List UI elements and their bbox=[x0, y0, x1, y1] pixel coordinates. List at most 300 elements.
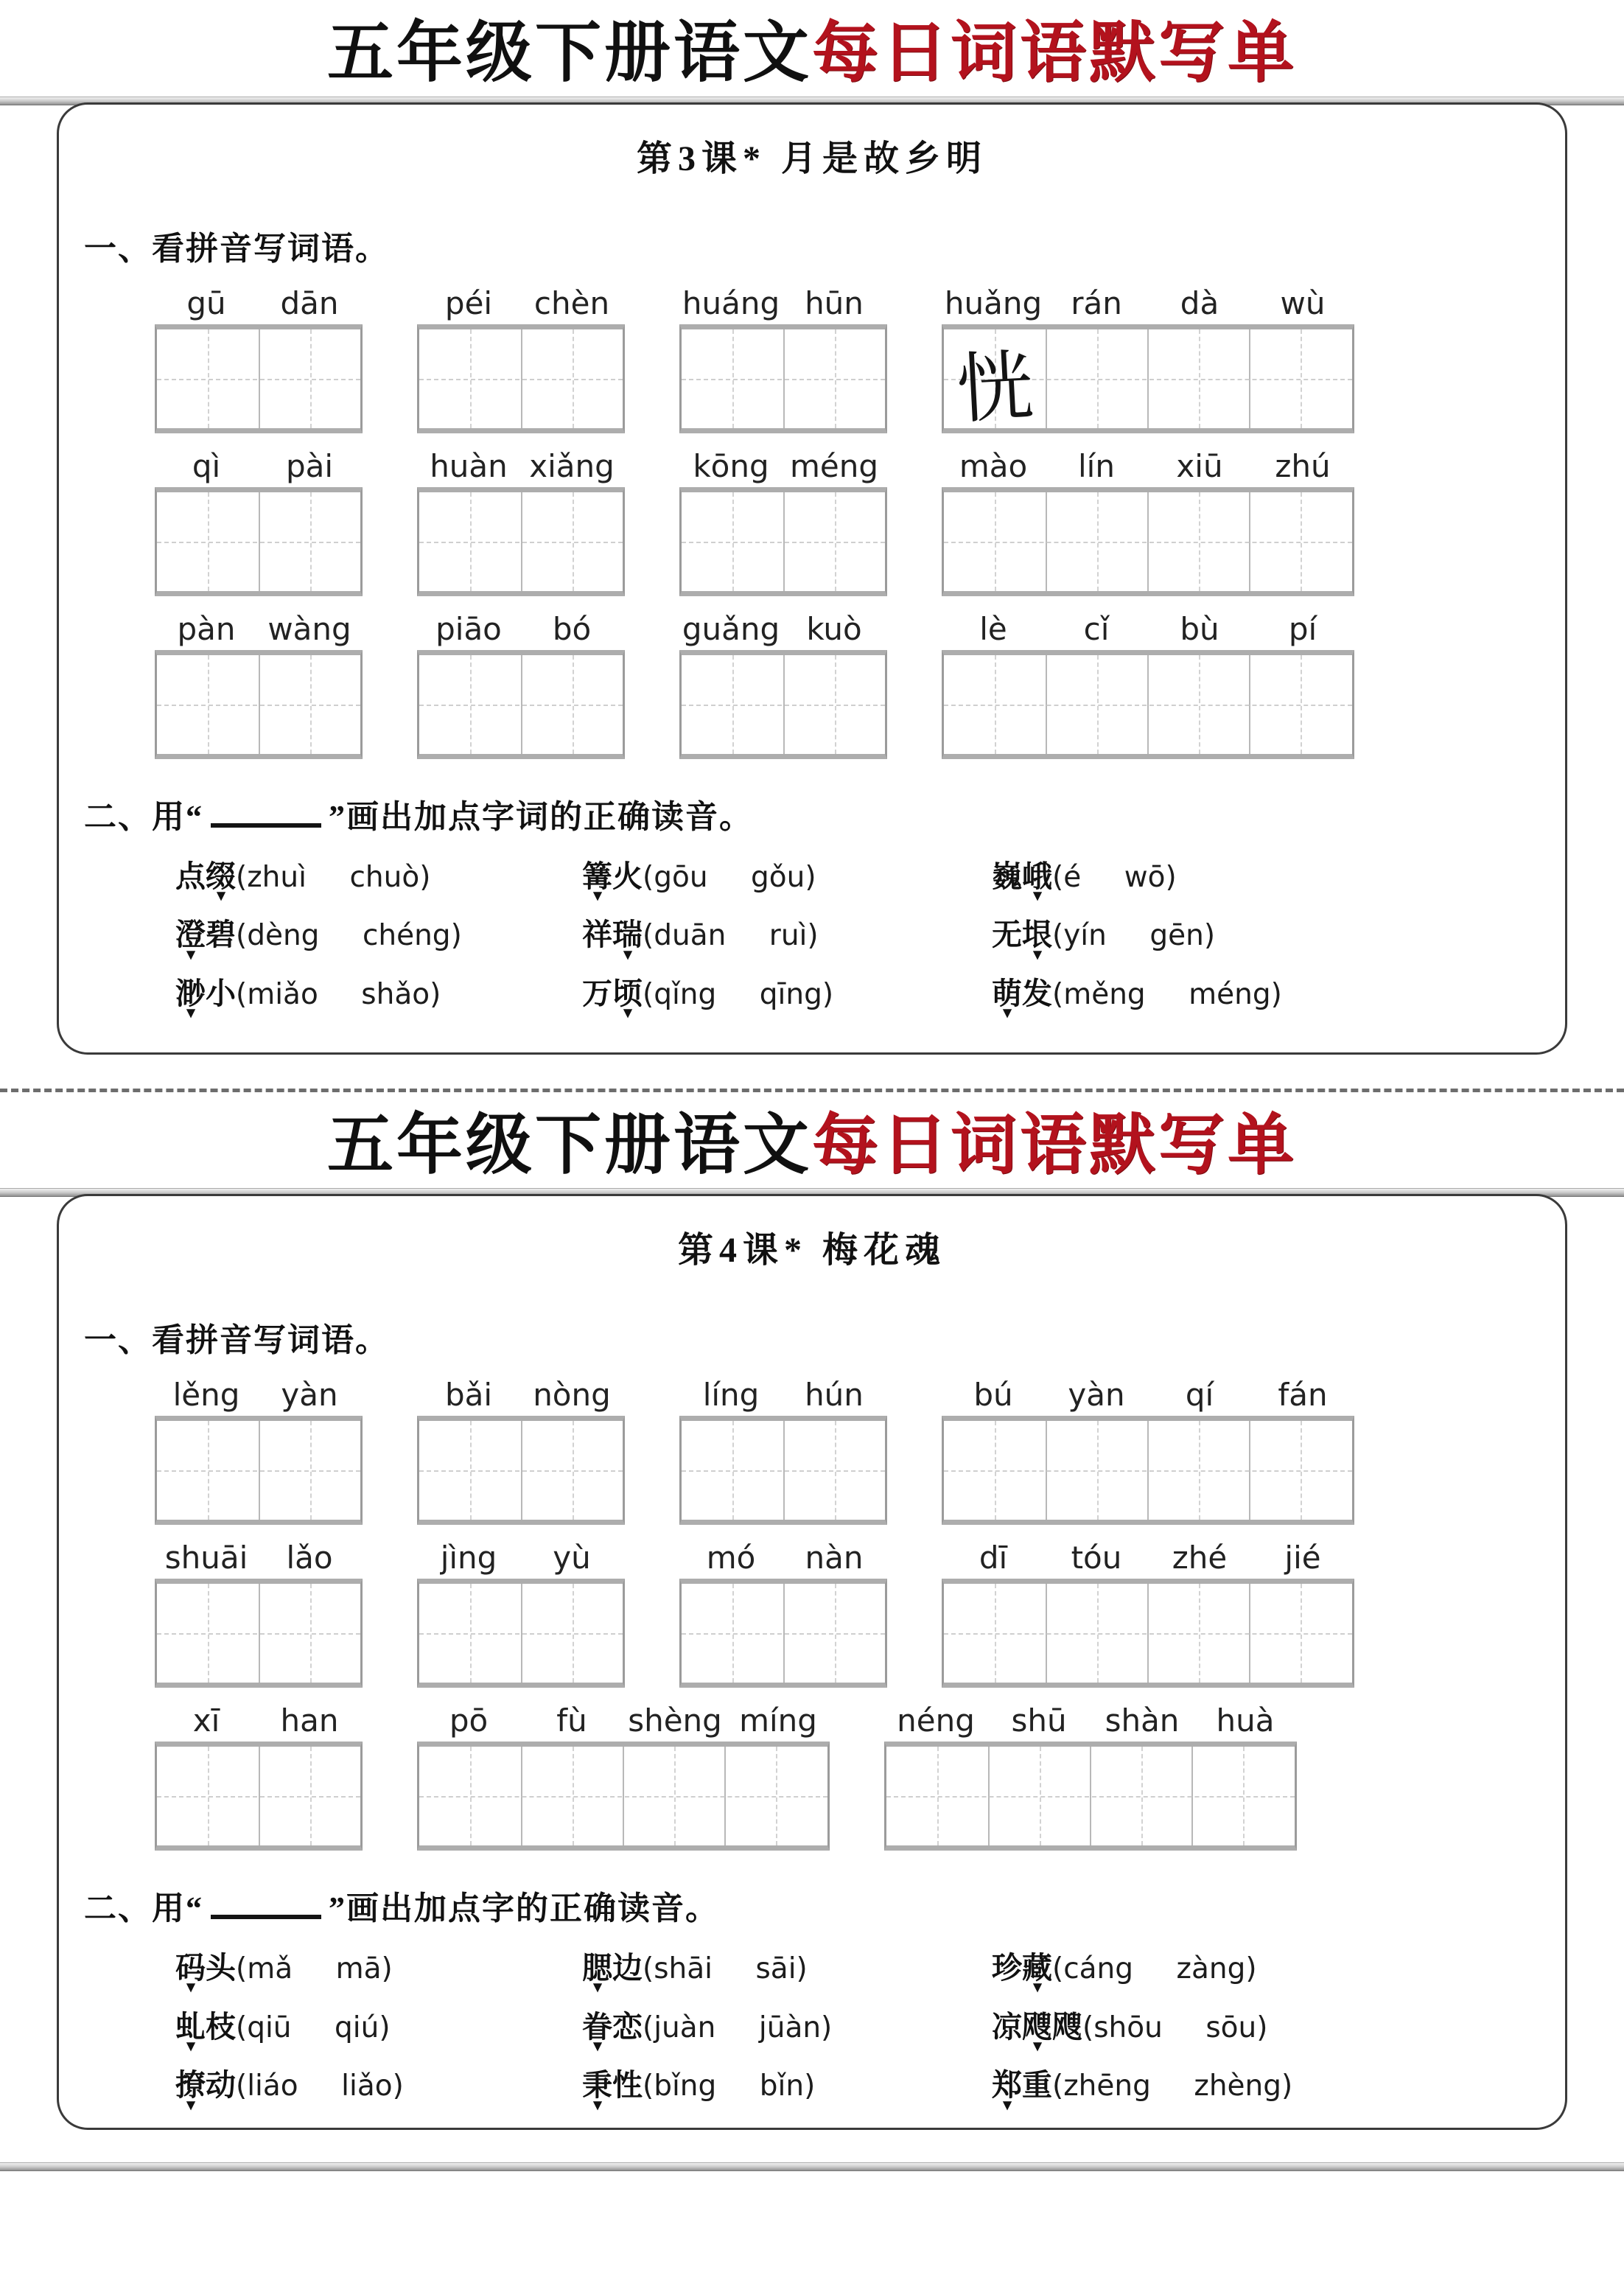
writing-cells bbox=[679, 1579, 887, 1688]
pinyin-grid-area bbox=[81, 285, 1543, 759]
pinyin-syllable: qí bbox=[1185, 1377, 1214, 1413]
pinyin-syllable: mào bbox=[959, 447, 1028, 484]
pinyin-syllable: wù bbox=[1280, 284, 1326, 321]
emphasized-character: 腮 ▾ bbox=[582, 1948, 612, 1988]
pinyin-label-row bbox=[942, 611, 1354, 647]
pinyin-syllable: huǎng bbox=[944, 284, 1043, 321]
word-item bbox=[992, 915, 1543, 956]
bottom-margin bbox=[0, 2171, 1624, 2201]
pinyin-syllable: pàn bbox=[177, 610, 236, 647]
underline-blank bbox=[211, 1907, 321, 1919]
pinyin-syllable: shàn bbox=[1105, 1702, 1180, 1739]
writing-cell[interactable] bbox=[682, 1421, 783, 1520]
pinyin-syllable: fù bbox=[556, 1702, 587, 1739]
writing-cell[interactable] bbox=[521, 1747, 623, 1845]
pronunciation-options[interactable]: (shōu sōu) bbox=[1082, 2011, 1268, 2044]
pronunciation-options[interactable]: (duān ruì) bbox=[643, 919, 819, 953]
word-pronunciation-list bbox=[175, 1948, 1543, 2106]
writing-cells bbox=[942, 1579, 1354, 1688]
pinyin-syllable: néng bbox=[897, 1702, 975, 1739]
pronunciation-options[interactable]: (cáng zàng) bbox=[1052, 1952, 1257, 1985]
pinyin-label-row bbox=[155, 448, 363, 484]
writing-cells bbox=[884, 1742, 1297, 1851]
writing-cell[interactable] bbox=[521, 492, 623, 591]
pinyin-syllable: yàn bbox=[1068, 1377, 1125, 1413]
word-item bbox=[175, 2007, 582, 2048]
writing-cell[interactable] bbox=[988, 1747, 1090, 1845]
writing-cells bbox=[155, 650, 363, 759]
writing-cell[interactable] bbox=[157, 1421, 259, 1520]
writing-cell[interactable] bbox=[419, 329, 521, 428]
pinyin-syllable: lè bbox=[979, 610, 1007, 647]
character: 凉 bbox=[992, 2009, 1022, 2044]
word-group bbox=[155, 285, 363, 433]
pinyin-syllable: lěng bbox=[172, 1377, 240, 1413]
writing-cell[interactable] bbox=[521, 655, 623, 754]
pinyin-syllable: shū bbox=[1011, 1702, 1067, 1739]
pinyin-grid-row bbox=[155, 1377, 1543, 1525]
page-title-red: 每日词语默写单 bbox=[812, 1108, 1297, 1182]
pronunciation-options[interactable]: (liáo liǎo) bbox=[236, 2069, 404, 2103]
pronunciation-options[interactable]: (qǐng qīng) bbox=[643, 977, 834, 1011]
pinyin-syllable: bú bbox=[973, 1377, 1013, 1413]
word-characters bbox=[175, 977, 236, 1010]
word-characters bbox=[992, 2010, 1082, 2044]
word-characters bbox=[582, 1951, 643, 1985]
pinyin-syllable: dà bbox=[1180, 284, 1219, 321]
pinyin-syllable: xiǎng bbox=[529, 447, 615, 484]
word-group bbox=[942, 448, 1354, 596]
pinyin-syllable: méng bbox=[789, 447, 879, 484]
writing-cell[interactable] bbox=[1249, 655, 1351, 754]
pinyin-grid-area bbox=[81, 1377, 1543, 1851]
word-group bbox=[155, 1702, 363, 1851]
word-group bbox=[417, 611, 625, 759]
emphasized-character: 垠 ▾ bbox=[1022, 915, 1052, 955]
pinyin-syllable: wàng bbox=[267, 610, 351, 647]
writing-cell[interactable] bbox=[157, 655, 259, 754]
pinyin-syllable: gū bbox=[186, 284, 226, 321]
character: 祥 bbox=[582, 918, 612, 952]
pinyin-syllable: huàn bbox=[430, 447, 508, 484]
writing-cell[interactable] bbox=[157, 329, 259, 428]
writing-cells bbox=[942, 324, 1354, 433]
section2-pre: 二、用 bbox=[84, 1890, 186, 1927]
pinyin-label-row bbox=[942, 285, 1354, 321]
pronunciation-options[interactable]: (gōu gǒu) bbox=[643, 860, 816, 894]
writing-cell[interactable] bbox=[886, 1747, 988, 1845]
word-group bbox=[679, 1377, 887, 1525]
writing-cell[interactable] bbox=[682, 492, 783, 591]
emphasized-character: 澄 ▾ bbox=[175, 915, 206, 955]
emphasized-character: 秉 ▾ bbox=[582, 2065, 612, 2106]
pinyin-syllable: lǎo bbox=[286, 1540, 333, 1576]
writing-cell[interactable] bbox=[259, 1421, 360, 1520]
pronunciation-options[interactable]: (miǎo shǎo) bbox=[236, 977, 441, 1011]
pinyin-syllable: chèn bbox=[533, 284, 610, 321]
writing-cell[interactable] bbox=[783, 1584, 885, 1683]
pronunciation-options[interactable]: (dèng chéng) bbox=[236, 919, 462, 953]
writing-cell[interactable] bbox=[419, 1747, 521, 1845]
writing-cell[interactable] bbox=[259, 1747, 360, 1845]
underline-blank bbox=[211, 816, 321, 828]
word-item bbox=[175, 856, 582, 898]
word-item bbox=[582, 974, 992, 1015]
writing-cell[interactable] bbox=[1046, 329, 1147, 428]
pinyin-syllable: jié bbox=[1284, 1540, 1321, 1576]
writing-cell[interactable] bbox=[623, 1747, 724, 1845]
writing-cell[interactable] bbox=[1249, 1421, 1351, 1520]
character: 枝 bbox=[206, 2009, 236, 2044]
pinyin-grid-row bbox=[155, 611, 1543, 759]
pinyin-grid-row bbox=[155, 1540, 1543, 1688]
pinyin-label-row bbox=[155, 1540, 363, 1576]
writing-cells bbox=[155, 1416, 363, 1525]
writing-cell[interactable] bbox=[259, 329, 360, 428]
writing-cell[interactable] bbox=[1046, 1584, 1147, 1683]
character: 重 bbox=[1022, 2068, 1052, 2103]
pinyin-label-row bbox=[417, 448, 625, 484]
writing-cell[interactable] bbox=[944, 1421, 1046, 1520]
writing-cell[interactable] bbox=[521, 1421, 623, 1520]
pronunciation-options[interactable]: (mǎ mā) bbox=[236, 1952, 393, 1985]
pinyin-label-row bbox=[417, 1377, 625, 1413]
pinyin-syllable: fán bbox=[1278, 1377, 1328, 1413]
pinyin-label-row bbox=[679, 1540, 887, 1576]
pinyin-label-row bbox=[942, 448, 1354, 484]
emphasized-character: 飕 ▾ bbox=[1022, 2007, 1052, 2047]
emphasized-character: 顷 ▾ bbox=[612, 974, 643, 1014]
pinyin-syllable: qì bbox=[192, 447, 221, 484]
word-item bbox=[175, 974, 582, 1015]
pinyin-syllable: huáng bbox=[682, 284, 780, 321]
word-characters bbox=[992, 977, 1052, 1010]
word-item bbox=[992, 1948, 1543, 1989]
pinyin-syllable: cǐ bbox=[1083, 610, 1110, 647]
writing-cells bbox=[155, 487, 363, 596]
section1-label: 一、看拼音写词语。 bbox=[84, 230, 389, 267]
emphasized-character: 萌 ▾ bbox=[992, 974, 1022, 1014]
word-characters bbox=[582, 859, 643, 893]
emphasized-character: 缀 ▾ bbox=[206, 856, 236, 897]
pinyin-syllable: bó bbox=[552, 610, 592, 647]
pronunciation-options[interactable]: (zhēng zhèng) bbox=[1052, 2069, 1293, 2103]
bottom-rule bbox=[0, 2162, 1624, 2171]
writing-cell[interactable] bbox=[259, 655, 360, 754]
character: 恋 bbox=[612, 2009, 643, 2044]
writing-cells bbox=[417, 1416, 625, 1525]
character: 小 bbox=[206, 976, 236, 1010]
word-group bbox=[417, 1377, 625, 1525]
pinyin-syllable: yù bbox=[553, 1540, 591, 1576]
word-characters bbox=[992, 918, 1052, 951]
character: 巍 bbox=[992, 859, 1022, 893]
page-title-black: 五年级下册语文 bbox=[327, 17, 812, 90]
writing-cells bbox=[679, 324, 887, 433]
word-group bbox=[155, 611, 363, 759]
emphasized-character: 郑 ▾ bbox=[992, 2065, 1022, 2106]
writing-cell[interactable] bbox=[521, 329, 623, 428]
word-group bbox=[942, 1377, 1354, 1525]
pinyin-label-row bbox=[155, 611, 363, 647]
pinyin-syllable: guǎng bbox=[682, 610, 780, 647]
writing-cell[interactable] bbox=[157, 1747, 259, 1845]
writing-cell[interactable] bbox=[1090, 1747, 1191, 1845]
writing-cell[interactable] bbox=[1191, 1747, 1293, 1845]
writing-cells bbox=[942, 487, 1354, 596]
writing-cell[interactable] bbox=[259, 1584, 360, 1683]
word-item bbox=[992, 2065, 1543, 2106]
word-characters bbox=[175, 1951, 236, 1985]
word-item bbox=[175, 915, 582, 956]
section2-post: 画出加点字词的正确读音。 bbox=[346, 798, 753, 835]
writing-cell[interactable] bbox=[944, 329, 1046, 433]
writing-cells bbox=[942, 1416, 1354, 1525]
pinyin-label-row bbox=[155, 1702, 363, 1739]
pinyin-syllable: bù bbox=[1180, 610, 1219, 647]
pinyin-syllable: huà bbox=[1216, 1702, 1275, 1739]
pinyin-syllable: kōng bbox=[693, 447, 769, 484]
word-pronunciation-list bbox=[175, 856, 1543, 1015]
writing-cells bbox=[155, 1742, 363, 1851]
pinyin-label-row bbox=[417, 285, 625, 321]
writing-cells bbox=[417, 324, 625, 433]
pronunciation-options[interactable]: (é wō) bbox=[1052, 860, 1177, 894]
emphasized-character: 篝 ▾ bbox=[582, 856, 612, 897]
writing-cells bbox=[679, 650, 887, 759]
word-characters bbox=[175, 2010, 236, 2044]
word-characters bbox=[582, 2010, 643, 2044]
writing-cell[interactable] bbox=[419, 1584, 521, 1683]
section2-post: 画出加点字的正确读音。 bbox=[346, 1890, 719, 1927]
writing-cell[interactable] bbox=[724, 1747, 826, 1845]
pinyin-label-row bbox=[679, 285, 887, 321]
pinyin-label-row bbox=[417, 1702, 830, 1739]
writing-cell[interactable] bbox=[157, 492, 259, 591]
section2-label bbox=[84, 1882, 1543, 1929]
writing-cell[interactable] bbox=[259, 492, 360, 591]
writing-cells bbox=[417, 1742, 830, 1851]
writing-cell[interactable] bbox=[1046, 492, 1147, 591]
word-characters bbox=[992, 859, 1052, 893]
word-group bbox=[679, 285, 887, 433]
pronunciation-options[interactable]: (shāi sāi) bbox=[643, 1952, 808, 1985]
pronunciation-options[interactable]: (měng méng) bbox=[1052, 977, 1282, 1011]
section2-label bbox=[84, 790, 1543, 837]
open-quote: “ bbox=[186, 798, 203, 835]
lesson-title: 第4课* 梅花魂 bbox=[677, 1231, 946, 1270]
writing-cell[interactable] bbox=[1147, 1421, 1249, 1520]
pinyin-syllable: pí bbox=[1288, 610, 1317, 647]
pronunciation-options[interactable]: (bǐng bǐn) bbox=[643, 2069, 816, 2103]
pinyin-label-row bbox=[679, 611, 887, 647]
writing-cell[interactable] bbox=[521, 1584, 623, 1683]
word-item bbox=[582, 915, 992, 956]
writing-cell[interactable] bbox=[944, 655, 1046, 754]
writing-cell[interactable] bbox=[419, 492, 521, 591]
writing-cell[interactable] bbox=[1147, 329, 1249, 428]
word-item bbox=[175, 1948, 582, 1989]
pronunciation-options[interactable]: (zhuì chuò) bbox=[236, 860, 431, 894]
character: 发 bbox=[1022, 976, 1052, 1010]
pinyin-label-row bbox=[679, 1377, 887, 1413]
pinyin-syllable: xiū bbox=[1176, 447, 1223, 484]
pinyin-syllable: hūn bbox=[805, 284, 864, 321]
writing-cell[interactable] bbox=[1147, 1584, 1249, 1683]
word-group bbox=[155, 1377, 363, 1525]
writing-cell[interactable] bbox=[1249, 1584, 1351, 1683]
writing-cell[interactable] bbox=[1249, 329, 1351, 428]
writing-cells bbox=[679, 1416, 887, 1525]
character: 点 bbox=[175, 859, 206, 893]
pinyin-syllable: piāo bbox=[435, 610, 502, 647]
word-group bbox=[884, 1702, 1297, 1851]
pinyin-syllable: kuò bbox=[806, 610, 862, 647]
pinyin-label-row bbox=[417, 1540, 625, 1576]
word-characters bbox=[175, 918, 236, 951]
writing-cell[interactable] bbox=[783, 1421, 885, 1520]
pinyin-grid-row bbox=[155, 448, 1543, 596]
word-characters bbox=[175, 859, 236, 893]
pinyin-syllable: jìng bbox=[440, 1540, 497, 1576]
word-characters bbox=[992, 2068, 1052, 2102]
word-item bbox=[582, 1948, 992, 1989]
word-characters bbox=[582, 918, 643, 951]
word-group bbox=[155, 1540, 363, 1688]
writing-cells bbox=[417, 487, 625, 596]
pinyin-label-row bbox=[417, 611, 625, 647]
writing-cell[interactable] bbox=[1147, 655, 1249, 754]
emphasized-character: 藏 ▾ bbox=[1022, 1948, 1052, 1988]
worksheet-card-lesson4 bbox=[57, 1194, 1567, 2130]
pinyin-label-row bbox=[942, 1540, 1354, 1576]
character: 边 bbox=[612, 1951, 643, 1985]
pinyin-syllable: pō bbox=[449, 1702, 489, 1739]
writing-cell[interactable] bbox=[783, 655, 885, 754]
emphasized-character: 瑞 ▾ bbox=[612, 915, 643, 955]
pinyin-syllable: shuāi bbox=[164, 1540, 248, 1576]
word-item bbox=[582, 856, 992, 898]
writing-cells bbox=[155, 1579, 363, 1688]
emphasized-character: 渺 ▾ bbox=[175, 974, 206, 1014]
writing-cell[interactable] bbox=[944, 1584, 1046, 1683]
character: 动 bbox=[206, 2068, 236, 2103]
character: 无 bbox=[992, 918, 1022, 952]
word-group bbox=[942, 1540, 1354, 1688]
word-characters bbox=[175, 2068, 236, 2102]
page-title-black: 五年级下册语文 bbox=[327, 1108, 812, 1182]
character: 性 bbox=[612, 2068, 643, 2103]
worksheet-card-lesson3 bbox=[57, 102, 1567, 1055]
pinyin-syllable: pài bbox=[285, 447, 334, 484]
writing-cells bbox=[155, 324, 363, 433]
pinyin-label-row bbox=[155, 285, 363, 321]
word-group bbox=[417, 1540, 625, 1688]
word-group bbox=[942, 611, 1354, 759]
writing-cell[interactable] bbox=[944, 492, 1046, 591]
word-item bbox=[582, 2065, 992, 2106]
pinyin-label-row bbox=[679, 448, 887, 484]
character: 飕 bbox=[1052, 2009, 1082, 2044]
pinyin-syllable: dān bbox=[280, 284, 339, 321]
pinyin-syllable: péi bbox=[444, 284, 493, 321]
character: 珍 bbox=[992, 1951, 1022, 1985]
word-group bbox=[679, 611, 887, 759]
pinyin-syllable: han bbox=[280, 1702, 339, 1739]
page-title-red: 每日词语默写单 bbox=[812, 17, 1297, 90]
writing-cell[interactable] bbox=[1147, 492, 1249, 591]
section1-label: 一、看拼音写词语。 bbox=[84, 1322, 389, 1358]
word-item bbox=[175, 2065, 582, 2106]
pinyin-syllable: xī bbox=[192, 1702, 220, 1739]
character: 万 bbox=[582, 976, 612, 1010]
pinyin-syllable: nàn bbox=[805, 1540, 864, 1576]
word-group bbox=[417, 1702, 830, 1851]
page-title-2 bbox=[0, 1108, 1624, 1182]
pinyin-label-row bbox=[942, 1377, 1354, 1413]
emphasized-character: 虬 ▾ bbox=[175, 2007, 206, 2047]
pinyin-syllable: tóu bbox=[1071, 1540, 1122, 1576]
page-title bbox=[0, 19, 1624, 89]
character: 碧 bbox=[206, 918, 236, 952]
writing-cell[interactable] bbox=[1046, 1421, 1147, 1520]
section2-pre: 二、用 bbox=[84, 798, 186, 835]
pronunciation-options[interactable]: (qiū qiú) bbox=[236, 2011, 391, 2044]
word-item bbox=[992, 856, 1543, 898]
word-group bbox=[679, 1540, 887, 1688]
emphasized-character: 码 ▾ bbox=[175, 1948, 206, 1988]
word-characters bbox=[992, 1951, 1052, 1985]
pinyin-syllable: rán bbox=[1071, 284, 1122, 321]
pinyin-syllable: zhé bbox=[1172, 1540, 1228, 1576]
word-group bbox=[417, 285, 625, 433]
writing-cells bbox=[942, 650, 1354, 759]
pinyin-syllable: dī bbox=[979, 1540, 1008, 1576]
pronunciation-options[interactable]: (yín gēn) bbox=[1052, 919, 1216, 953]
writing-cell[interactable] bbox=[157, 1584, 259, 1683]
word-item bbox=[992, 974, 1543, 1015]
writing-cell[interactable] bbox=[419, 655, 521, 754]
pinyin-syllable: nòng bbox=[533, 1377, 611, 1413]
pinyin-grid-row bbox=[155, 285, 1543, 433]
writing-cell[interactable] bbox=[1046, 655, 1147, 754]
lesson-title: 第3课* 月是故乡明 bbox=[636, 139, 987, 178]
writing-cell[interactable] bbox=[682, 1584, 783, 1683]
writing-cell[interactable] bbox=[783, 329, 885, 428]
pinyin-label-row bbox=[884, 1702, 1297, 1739]
pinyin-syllable: mó bbox=[706, 1540, 756, 1576]
character: 头 bbox=[206, 1951, 236, 1985]
pronunciation-options[interactable]: (juàn jūàn) bbox=[643, 2011, 833, 2044]
writing-cell[interactable] bbox=[682, 329, 783, 428]
emphasized-character: 峨 ▾ bbox=[1022, 856, 1052, 897]
word-group bbox=[417, 448, 625, 596]
writing-cell[interactable] bbox=[682, 655, 783, 754]
writing-cell[interactable] bbox=[419, 1421, 521, 1520]
writing-cells bbox=[417, 1579, 625, 1688]
emphasized-character: 撩 ▾ bbox=[175, 2065, 206, 2106]
pinyin-syllable: míng bbox=[739, 1702, 817, 1739]
writing-cells bbox=[679, 487, 887, 596]
writing-cell[interactable] bbox=[1249, 492, 1351, 591]
dashed-cut-line bbox=[0, 1089, 1624, 1092]
word-characters bbox=[582, 977, 643, 1010]
writing-cells bbox=[417, 650, 625, 759]
pinyin-syllable: yàn bbox=[281, 1377, 338, 1413]
writing-cell[interactable] bbox=[783, 492, 885, 591]
character: 火 bbox=[612, 859, 643, 893]
pinyin-syllable: lín bbox=[1078, 447, 1115, 484]
